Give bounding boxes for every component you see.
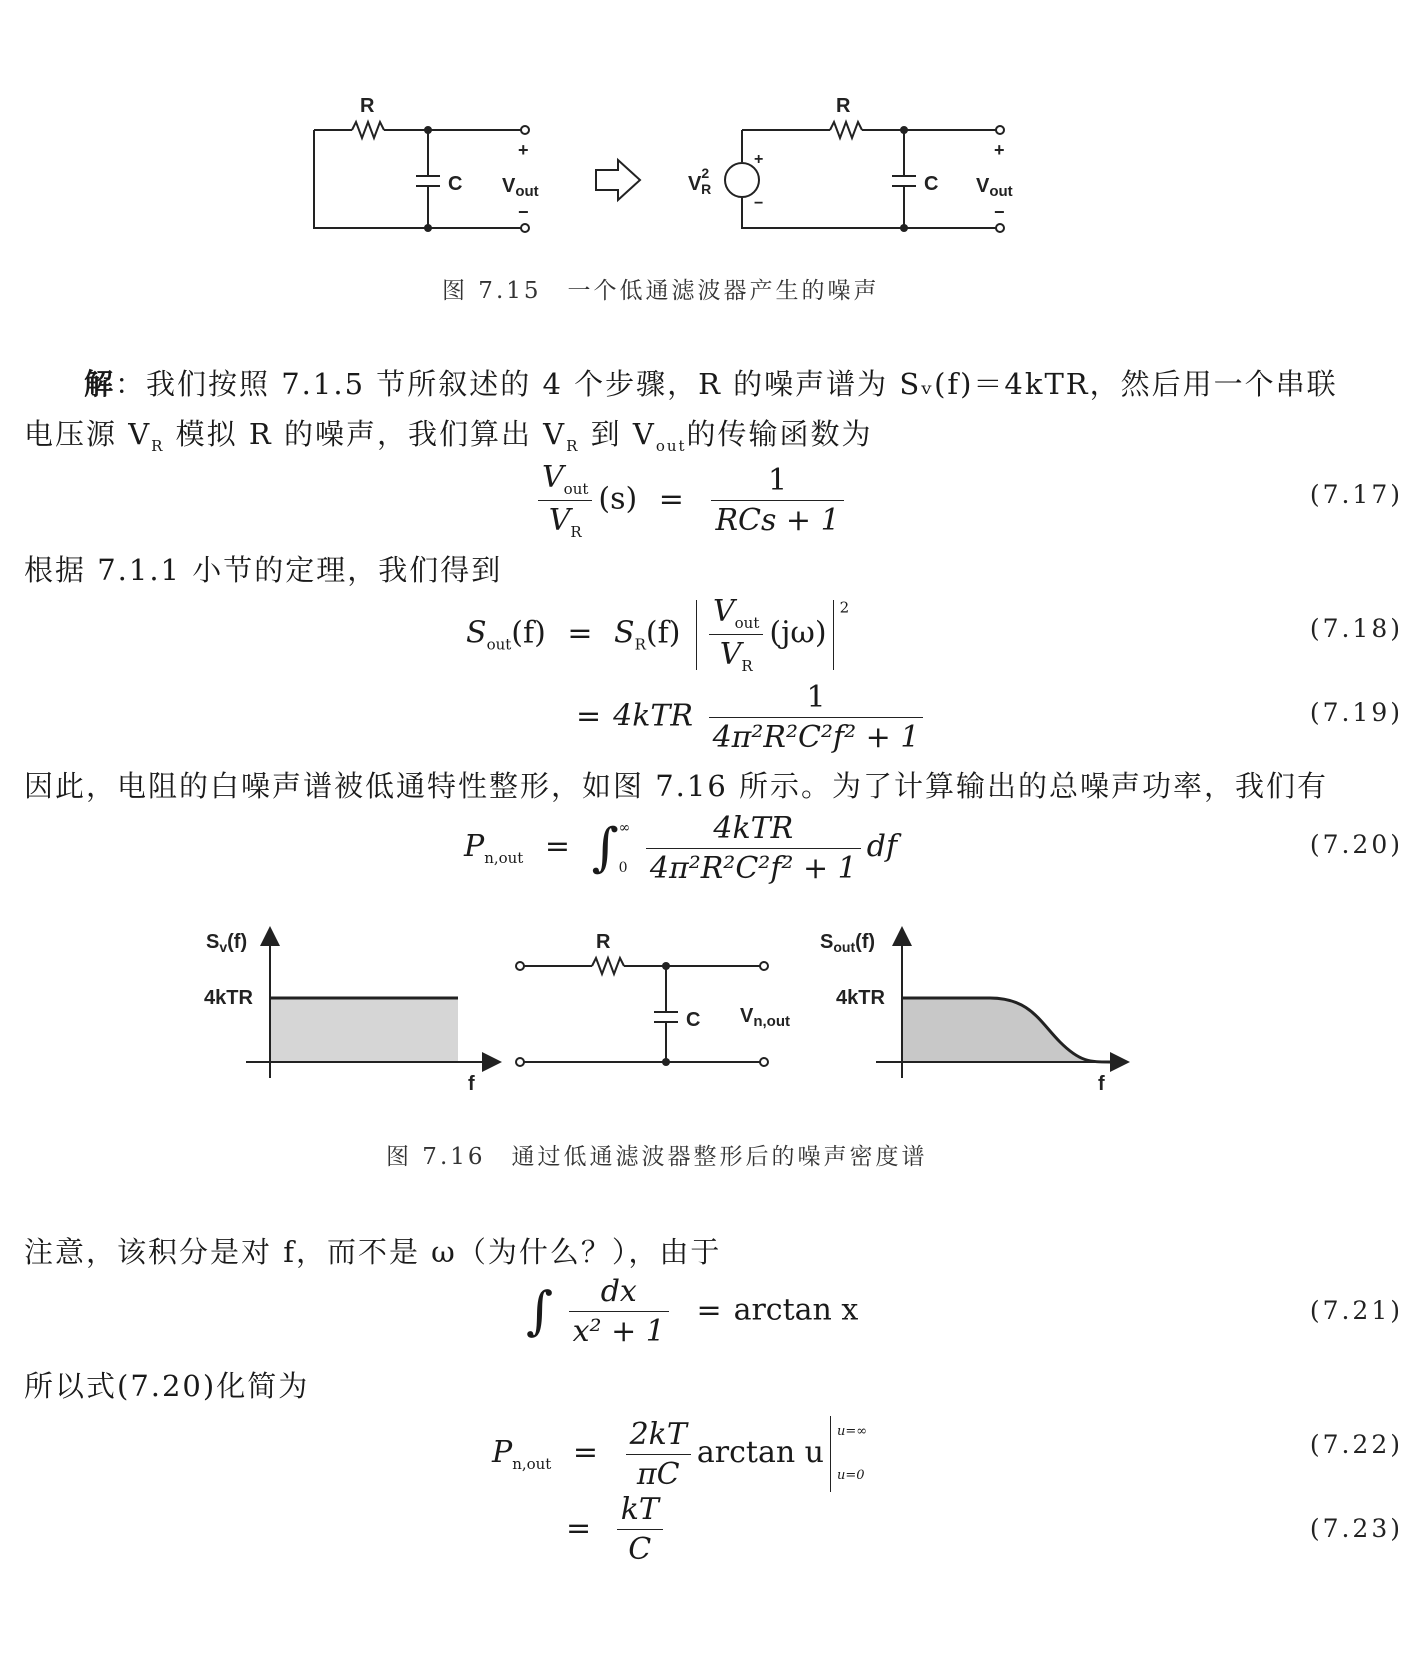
label-vr: V: [688, 173, 702, 195]
equation-7-20: $P_{n,out}$ = ∫ ∞ 0 $\frac{\text{4kTR}}{\text{4π²R²C²f² + 1}}$ df: [464, 810, 898, 886]
solution-lead: 解: [84, 367, 116, 401]
paragraph-note: 注意，该积分是对 f，而不是 ω（为什么？），由于: [24, 1235, 722, 1269]
paragraph-theorem: 根据 7.1.1 小节的定理，我们得到: [24, 553, 503, 587]
paragraph-white-noise: 因此，电阻的白噪声谱被低通特性整形，如图 7.16 所示。为了计算输出的总噪声功率，我们有: [24, 769, 1329, 803]
equation-7-19: = 4kTR $\frac{1}{\text{4π²R²C²f² + 1}}$: [576, 680, 929, 755]
right-xlabel: f: [1098, 1073, 1105, 1095]
equation-number-7-18: (7.18): [1309, 614, 1403, 643]
equation-number-7-17: (7.17): [1309, 480, 1403, 509]
label-plus-src: +: [754, 151, 764, 168]
label-c-left: C: [448, 173, 463, 195]
equation-number-7-19: (7.19): [1309, 698, 1403, 727]
label-plus-right: +: [994, 140, 1005, 160]
resistor-right: [830, 122, 862, 138]
equation-7-21: ∫ $\frac{dx}{\text{x² + 1}}$ = arctan x: [526, 1274, 859, 1349]
equation-number-7-21: (7.21): [1309, 1296, 1403, 1325]
figure-7-15-caption: 图 7.15 一个低通滤波器产生的噪声: [442, 278, 880, 304]
equation-7-23: = $\frac{kT}{C}$: [566, 1492, 669, 1567]
equation-number-7-22: (7.22): [1309, 1430, 1403, 1459]
label-vout-left-sub: out: [515, 183, 539, 200]
svg-text:Vout: [976, 175, 1013, 200]
wire: [314, 130, 525, 228]
white-noise-area: [270, 998, 458, 1062]
label-r-left: R: [360, 95, 375, 117]
equation-number-7-23: (7.23): [1309, 1514, 1403, 1543]
label-minus-left: −: [518, 202, 529, 222]
label-plus-left: +: [518, 140, 529, 160]
svg-text:Sout(f): $S_{out}(f)$: [820, 931, 876, 955]
figure-7-16-caption: 图 7.16 通过低通滤波器整形后的噪声密度谱: [386, 1144, 928, 1170]
paragraph-solution-line1: [84, 362, 1338, 403]
label-vout-left: V: [502, 175, 516, 197]
label-vout-right: V: [976, 175, 990, 197]
noise-source: [725, 163, 759, 197]
svg-text:Sv(f): $S_v(f)$: [206, 931, 248, 955]
label-vout-right-sub: out: [989, 183, 1013, 200]
left-level-label: 4kTR: [204, 987, 253, 1009]
label-minus-right: −: [994, 202, 1005, 222]
paragraph-solution-line2: 电压源 $V_R$ 模拟 R 的噪声，我们算出 $V_R$ 到 $V_{out}$的传输函数为: [24, 417, 873, 455]
label-minus-src: −: [754, 195, 764, 212]
solution-text: ：我们按照 7.1.5 节所叙述的 4 个步骤，R 的噪声谱为 Sᵥ(f)＝4kTR，然后用一个串联: [115, 367, 1338, 401]
equation-7-18: $S_{out}(f) = S_R(f)$ $\frac{V_{out}}{V_R}$ $(j\omega)^2$: [466, 594, 850, 675]
mid-r-label: R: [596, 931, 611, 953]
paragraph-simplify: 所以式(7.20)化简为: [24, 1369, 310, 1403]
equation-7-17: $\frac{V_{out}}{V_R}$ (s) = $\frac{1}{\text{RCs + 1}}$: [532, 460, 850, 541]
mid-vout-label: V: [740, 1005, 754, 1027]
left-ylabel: S: [206, 931, 220, 953]
mid-c-label: C: [686, 1009, 701, 1031]
right-ylabel: S: [820, 931, 834, 953]
svg-text:Vout: [502, 175, 539, 200]
figure-7-15: [300, 80, 1060, 260]
equation-7-22: $P_{n,out}$ = $\frac{2kT}{\pi C}$ arctan u u=∞ u=0: [492, 1416, 868, 1492]
svg-text:Vn,out: $V_{n,out}$: [740, 1005, 790, 1030]
figure-7-16: [190, 922, 1150, 1102]
resistor-mid: [592, 958, 624, 974]
label-vr-sub: R: [701, 181, 712, 197]
svg-text:V2R: [688, 165, 711, 197]
label-c-right: C: [924, 173, 939, 195]
resistor-left: [352, 122, 384, 138]
label-vr-sup: 2: [701, 165, 710, 181]
equation-number-7-20: (7.20): [1309, 830, 1403, 859]
right-level-label: 4kTR: [836, 987, 885, 1009]
shaped-noise-area: [902, 998, 1110, 1062]
transform-arrow: [596, 160, 640, 200]
left-xlabel: f: [468, 1073, 475, 1095]
label-r-right: R: [836, 95, 851, 117]
